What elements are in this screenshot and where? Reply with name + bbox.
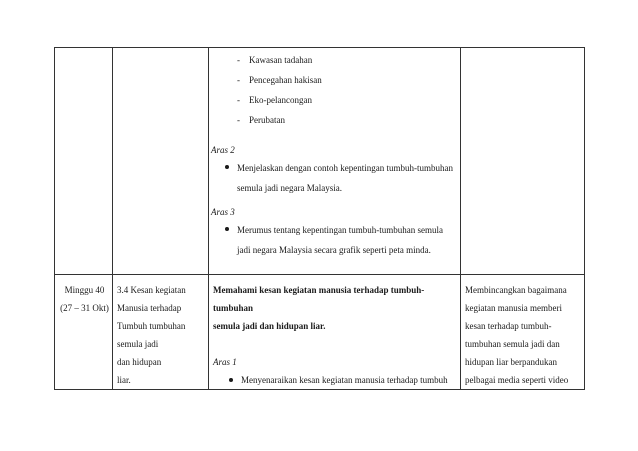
table-row [55,275,585,390]
lesson-plan-table [54,47,585,390]
list-item: Menyenaraikan kesan kegiatan manusia terhadap tumbuh [213,371,460,389]
list-item: - Perubatan [237,115,285,125]
topic-cell: 3.4 Kesan kegiatan Manusia terhadap Tumbuh tumbuhan semula jadi dan hidupan liar. [113,275,209,390]
list-item: - Eko-pelancongan [237,95,312,105]
week-cell [55,48,113,275]
list-item: Merumus tentang kepentingan tumbuh-tumbuhan semula jadi negara Malaysia secara grafik seperti peta minda. [209,220,460,260]
aras-1-label: Aras 1 [213,357,237,367]
week-cell: Minggu 40 (27 – 31 Okt) [55,275,113,390]
objectives-cell [209,48,461,275]
aras-3-label: Aras 3 [211,207,235,217]
aras-2-label: Aras 2 [211,145,235,155]
bullet-icon [229,378,233,382]
activity-cell [461,48,585,275]
activity-cell: Membincangkan bagaimana kegiatan manusia memberi kesan terhadap tumbuh- tumbuhan semula jadi dan hidupan liar berpandukan pelbagai media seperti video [461,275,585,390]
topic-cell [113,48,209,275]
table-row [55,48,585,275]
bullet-icon [225,165,229,169]
list-item: Menjelaskan dengan contoh kepentingan tumbuh-tumbuhan semula jadi negara Malaysia. [209,158,460,198]
objectives-cell: Memahami kesan kegiatan manusia terhadap tumbuh- tumbuhan semula jadi dan hidupan liar. Aras 1 Menyenaraikan kesan kegiatan manusia terhadap tumbuh [209,275,461,390]
list-item: - Kawasan tadahan [237,55,313,65]
objective-title: Memahami kesan kegiatan manusia terhadap tumbuh- [213,285,425,295]
list-item: - Pencegahan hakisan [237,75,322,85]
bullet-icon [225,227,229,231]
